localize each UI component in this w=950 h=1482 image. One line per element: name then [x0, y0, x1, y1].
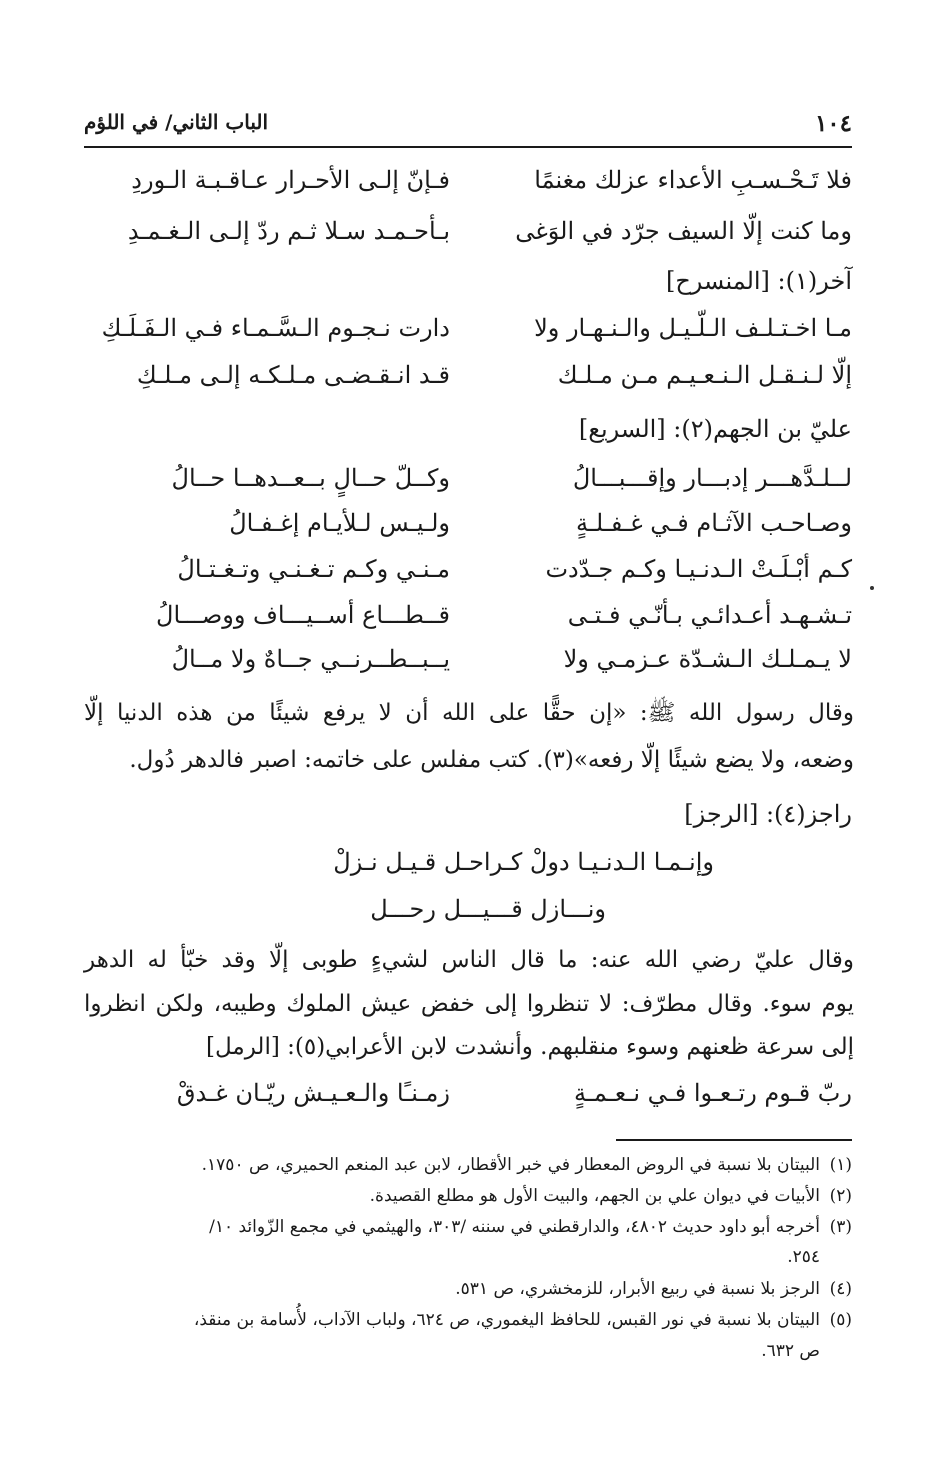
verse-hemistich-second: يــبــطــرنــي جــاهٌ ولا مــالُ — [171, 645, 450, 673]
footnote-text: البيتان بلا نسبة في الروض المعطار في خبر الأقطار، لابن عبد المنعم الحميري، ص ١٧٥٠. — [201, 1155, 820, 1175]
verse-hemistich-second: فـإنّ إلـى الأحـرار عـاقـبـة الـوردِ — [131, 166, 450, 194]
footnote-number: (٢) — [829, 1186, 852, 1206]
verse-hemistich-second: قــطـــاع أســيـــاف ووصـــالُ — [156, 601, 450, 629]
verse-hemistich-first: فلا تَـحْـسـبِ الأعداء عزلك مغنمًا — [534, 166, 852, 194]
verse-hemistich-first: لا يـمـلـك الـشـدّة عـزمـي ولا — [563, 645, 852, 673]
verse-hemistich-first: لــلـدَّهـــر إدبـــار وإقـــبـــالُ — [572, 464, 852, 492]
verse-hemistich-first: وصـاحـب الآثـام فـي غـفـلـةٍ — [576, 509, 852, 537]
verse-hemistich-second: بـأحـمـد سـلا ثـم ردّ إلـى الـغـمـدِ — [127, 217, 450, 245]
footnote-text: الرجز بلا نسبة في ربيع الأبرار، للزمخشري، ص ٥٣١. — [455, 1279, 820, 1299]
prose-line: إلى سرعة ظعنهم وسوء منقلبهم. وأنشدت لابن الأعرابي(٥): [الرمل] — [206, 1034, 854, 1060]
prose-line: وضعه، ولا يضع شيئًا إلّا رفعه»(٣). كتب مفلس على خاتمه: اصبر فالدهر دُول. — [129, 747, 854, 773]
verse-hemistich-first: كـم أبْـلَـتْ الـدنـيـا وكـم جـدّدت — [545, 555, 852, 583]
verse-hemistich-first: إلّا لـنـقـل الـنـعـيـم مـن مـلـك — [557, 361, 852, 389]
footnote-rule — [616, 1139, 852, 1141]
footnote-number: (٣) — [829, 1217, 852, 1237]
verse-hemistich-first: ربّ قـوم رتـعـوا فـي نـعـمـةٍ — [573, 1079, 852, 1107]
verse-hemistich-first: تـشـهـد أعـدائـي بـأنّـي فـتـى — [567, 601, 852, 629]
prose-line: وقال رسول الله ﷺ: «إن حقًّا على الله أن لا يرفع شيئًا من هذه الدنيا إلّا — [84, 700, 854, 726]
footnote-text: ٢٥٤. — [787, 1247, 820, 1267]
verse-hemistich-first: مـا اخـتـلـف الـلّـيـل والـنـهـار ولا — [534, 314, 852, 342]
footnote — [84, 1217, 852, 1237]
footnote-number: (٥) — [829, 1310, 852, 1330]
footnote — [84, 1247, 852, 1267]
prose-line: وقال عليّ رضي الله عنه: ما قال الناس لشيءٍ طوبى إلّا وقد خبّأ له الدهر — [84, 947, 854, 973]
footnote-text: البيتان بلا نسبة في نور القبس، للحافظ اليغموري، ص ٦٢٤، ولباب الآداب، لأُسامة بن منقذ، — [193, 1310, 820, 1330]
footnote — [84, 1186, 852, 1206]
page-number: ١٠٤ — [814, 110, 852, 137]
poet-attribution: راجز(٤): [الرجز] — [684, 800, 852, 828]
verse-hemistich-second: زمـنـًا والـعـيـش ريّـان غـدقْ — [176, 1079, 450, 1107]
footnote — [84, 1279, 852, 1299]
rajaz-line: وإنـمـا الـدنـيـا دولْ كـراحـل قـيـل نـزلْ — [333, 848, 714, 876]
header-rule — [84, 146, 852, 148]
footnote-text: ص ٦٣٢. — [761, 1341, 820, 1361]
footnote-text: أخرجه أبو داود حديث ٤٨٠٢، والدارقطني في سننه /٣٠٣، والهيثمي في مجمع الزّوائد ١٠/ — [209, 1217, 820, 1237]
footnote — [84, 1155, 852, 1175]
footnote-text: الأبيات في ديوان علي بن الجهم، والبيت الأول هو مطلع القصيدة. — [369, 1186, 820, 1206]
verse-hemistich-second: دارت نـجـوم الـسَّـمـاء فـي الـفَـلَـكِ — [101, 314, 450, 342]
scan-speck — [870, 586, 874, 590]
chapter-title: الباب الثاني/ في اللؤم — [84, 110, 269, 134]
verse-hemistich-second: مـنـي وكـم تـغـنـي وتـغـتـالُ — [177, 555, 450, 583]
prose-line: يوم سوء. وقال مطرّف: لا تنظروا إلى خفض عيش الملوك وطيبه، ولكن انظروا — [84, 991, 854, 1017]
footnote-number: (١) — [829, 1155, 852, 1175]
verse-hemistich-second: وكــلّ حــالٍ بــعــدهــا حــالُ — [171, 464, 450, 492]
verse-hemistich-second: ولـيـس لـلأيـام إغـفـالُ — [229, 509, 450, 537]
footnote — [84, 1341, 852, 1361]
running-header — [84, 106, 852, 140]
rajaz-line: ونـــازل قـــيـــل رحـــل — [370, 895, 606, 923]
verse-hemistich-second: قـد انـقـضـى مـلـكـه إلـى مـلـكِ — [136, 361, 450, 389]
footnote — [84, 1310, 852, 1330]
poet-attribution: عليّ بن الجهم(٢): [السريع] — [578, 415, 852, 443]
poet-attribution: آخر(١): [المنسرح] — [665, 267, 852, 295]
footnote-number: (٤) — [829, 1279, 852, 1299]
verse-hemistich-first: وما كنت إلّا السيف جرّد في الوَغى — [515, 217, 852, 245]
